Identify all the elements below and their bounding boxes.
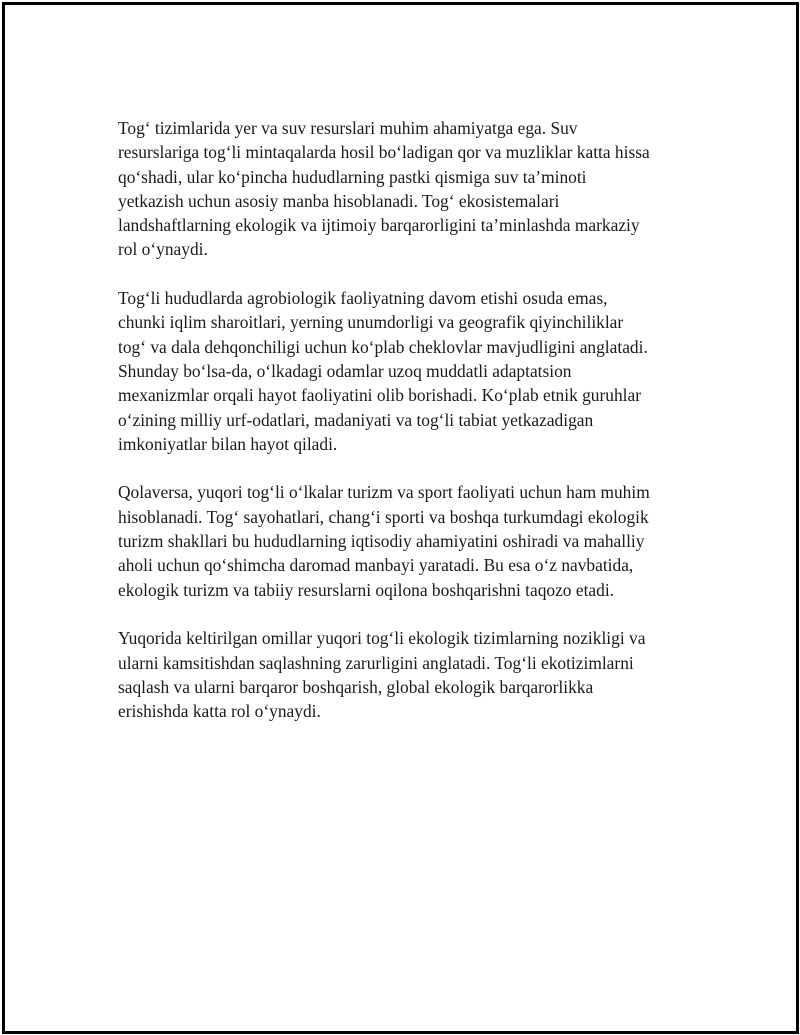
paragraph-1: Tog‘ tizimlarida yer va suv resurslari muhim ahamiyatga ega. Suv resurslariga tog‘li mintaqalarda hosil bo‘ladigan qor va muzliklar katta hissa qo‘shadi, ular ko‘pincha hududlarning pastki qismiga suv ta’minoti yetkazish uchun asosiy manba hisoblanadi. Tog‘ ekosistemalari landshaftlarning ekologik va ijtimoiy barqarorligini ta’minlashda markaziy rol o‘ynaydi.: [118, 118, 650, 260]
paragraph-2: Tog‘li hududlarda agrobiologik faoliyatning davom etishi osuda emas, chunki iqlim sharoitlari, yerning unumdorligi va geografik qiyinchiliklar tog‘ va dala dehqonchiligi uchun ko‘plab cheklovlar mavjudligini anglatadi. Shunday bo‘lsa-da, o‘lkadagi odamlar uzoq muddatli adaptatsion mexanizmlar orqali hayot faoliyatini olib borishadi. Ko‘plab etnik guruhlar o‘zining milliy urf-odatlari, madaniyati va tog‘li tabiat yetkazadigan imkoniyatlar bilan hayot qiladi.: [118, 288, 648, 454]
document-body: [118, 116, 698, 748]
paragraph-3: Qolaversa, yuqori tog‘li o‘lkalar turizm va sport faoliyati uchun ham muhim hisoblanadi. Tog‘ sayohatlari, chang‘i sporti va boshqa turkumdagi ekologik turizm shakllari bu hududlarning iqtisodiy ahamiyatini oshiradi va mahalliy aholi uchun qo‘shimcha daromad manbayi yaratadi. Bu esa o‘z navbatida, ekologik turizm va tabiiy resurslarni oqilona boshqarishni taqozo etadi.: [118, 482, 650, 600]
paragraph-4: Yuqorida keltirilgan omillar yuqori tog‘li ekologik tizimlarning nozikligi va ularni kamsitishdan saqlashning zarurligini anglatadi. Tog‘li ekotizimlarni saqlash va ularni barqaror boshqarish, global ekologik barqarorlikka erishishda katta rol o‘ynaydi.: [118, 628, 646, 722]
